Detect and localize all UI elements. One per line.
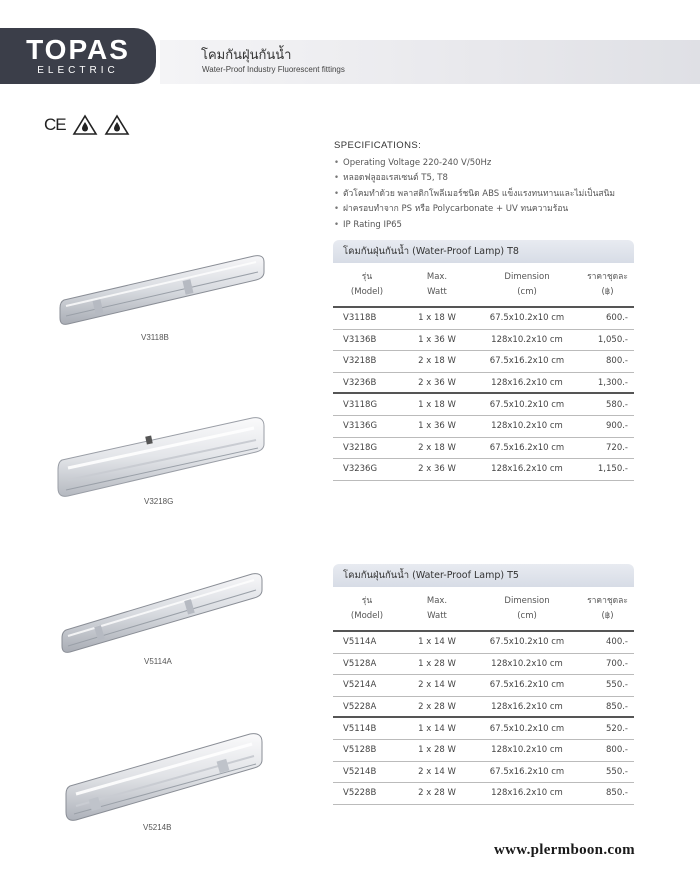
col-dim-header: Dimension (cm): [504, 595, 550, 621]
table-row: V3136G 1 x 36 W 128x10.2x10 cm 900.-: [333, 416, 634, 438]
lamp-caption: V3218G: [144, 497, 174, 506]
spec-item: • หลอดฟลูออเรสเซนต์ T5, T8: [334, 171, 654, 187]
table-row: V3236G 2 x 36 W 128x16.2x10 cm 1,150.-: [333, 459, 634, 481]
lamp-image-v5214b: [62, 728, 266, 824]
table-row: V3218G 2 x 18 W 67.5x16.2x10 cm 720.-: [333, 438, 634, 460]
lamp-image-v5114a: [56, 568, 266, 656]
table-header: [333, 263, 634, 308]
lamp-caption: V3118B: [141, 333, 169, 342]
spec-item: • IP Rating IP65: [334, 218, 654, 234]
lamp-image-v3118b: [56, 248, 268, 330]
certifications: [44, 114, 130, 136]
lamp-image-v3218g: [54, 410, 268, 502]
brand-name: TOPAS: [26, 33, 130, 65]
specifications: [334, 138, 654, 233]
spec-item: • ตัวโคมทำด้วย พลาสติกโพลีเมอร์ชนิด ABS แข็งแรงทนทานและไม่เป็นสนิม: [334, 187, 654, 203]
table-row: V3118B 1 x 18 W 67.5x10.2x10 cm 600.-: [333, 308, 634, 330]
table-row: V3118G 1 x 18 W 67.5x10.2x10 cm 580.-: [333, 394, 634, 416]
table-row: V3136B 1 x 36 W 128x10.2x10 cm 1,050.-: [333, 330, 634, 352]
table-row: V5114B 1 x 14 W 67.5x10.2x10 cm 520.-: [333, 718, 634, 740]
table-row: V3218B 2 x 18 W 67.5x16.2x10 cm 800.-: [333, 351, 634, 373]
table-t5: [333, 564, 634, 805]
col-price-header: ราคาชุดละ (฿): [587, 271, 628, 297]
table-header: [333, 587, 634, 632]
col-model-header: รุ่น (Model): [350, 271, 384, 297]
spec-item: • Operating Voltage 220-240 V/50Hz: [334, 156, 654, 172]
page-title-en: Water-Proof Industry Fluorescent fittings: [202, 65, 345, 74]
table-row: V5114A 1 x 14 W 67.5x10.2x10 cm 400.-: [333, 632, 634, 654]
col-price-header: ราคาชุดละ (฿): [587, 595, 628, 621]
table-title: โคมกันฝุ่นกันน้ำ (Water-Proof Lamp) T8: [333, 240, 634, 263]
table-row: V5128A 1 x 28 W 128x10.2x10 cm 700.-: [333, 654, 634, 676]
table-title: โคมกันฝุ่นกันน้ำ (Water-Proof Lamp) T5: [333, 564, 634, 587]
lamp-caption: V5214B: [143, 823, 172, 832]
col-model-header: รุ่น (Model): [350, 595, 384, 621]
brand-sub: ELECTRIC: [37, 64, 119, 76]
col-dim-header: Dimension (cm): [504, 271, 550, 297]
page-title-th: โคมกันฝุ่นกันน้ำ: [201, 48, 292, 63]
table-row: V5228B 2 x 28 W 128x16.2x10 cm 850.-: [333, 783, 634, 805]
ce-mark: CE: [44, 115, 66, 134]
website-url[interactable]: www.plermboon.com: [494, 842, 635, 858]
spec-item: • ฝาครอบทำจาก PS หรือ Polycarbonate + UV ทนความร้อน: [334, 202, 654, 218]
lamp-caption: V5114A: [144, 657, 172, 666]
table-row: V5128B 1 x 28 W 128x10.2x10 cm 800.-: [333, 740, 634, 762]
table-row: V3236B 2 x 36 W 128x16.2x10 cm 1,300.-: [333, 373, 634, 395]
col-watt-header: Max. Watt: [426, 595, 448, 621]
table-row: V5214B 2 x 14 W 67.5x16.2x10 cm 550.-: [333, 762, 634, 784]
drip-proof-icon: [104, 114, 130, 136]
specs-title: SPECIFICATIONS:: [334, 140, 422, 151]
table-t8: [333, 240, 634, 481]
col-watt-header: Max. Watt: [426, 271, 448, 297]
brand-logo: [0, 28, 156, 84]
drip-proof-icon: [72, 114, 98, 136]
table-row: V5228A 2 x 28 W 128x16.2x10 cm 850.-: [333, 697, 634, 719]
table-row: V5214A 2 x 14 W 67.5x16.2x10 cm 550.-: [333, 675, 634, 697]
